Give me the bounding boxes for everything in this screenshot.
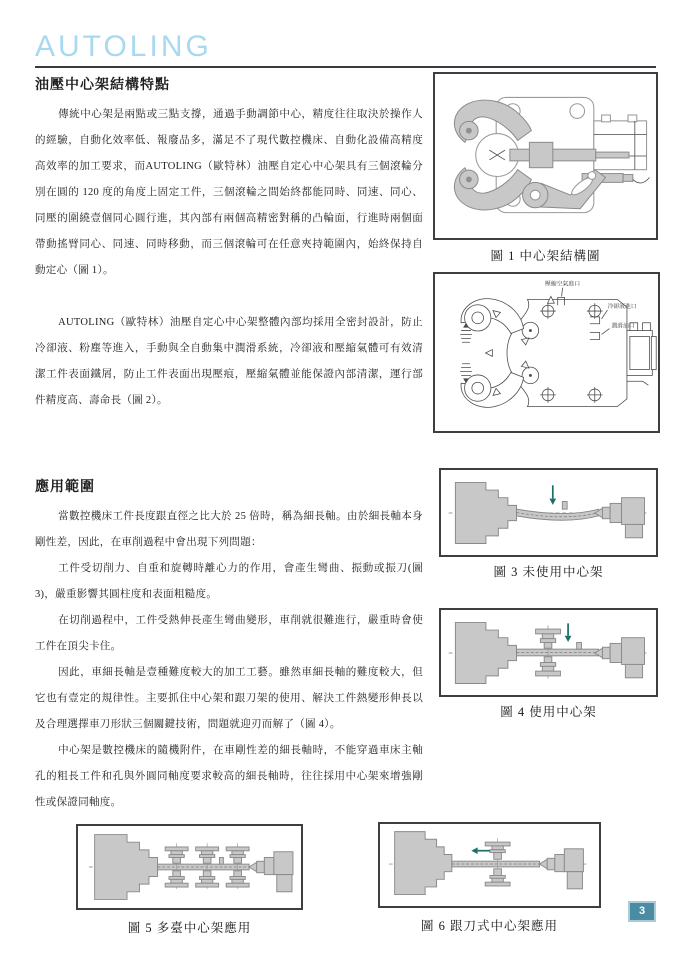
tailstock <box>595 638 645 678</box>
figure-4-caption: 圖 4 使用中心架 <box>500 705 597 719</box>
figure-1-caption: 圖 1 中心架結構圖 <box>490 249 601 263</box>
figure-3-caption: 圖 3 未使用中心架 <box>493 565 604 579</box>
lathe-chuck <box>455 622 516 683</box>
follow-rest-drawing <box>380 824 599 906</box>
body-paragraph: 因此，車細長軸是壹種難度較大的加工工藝。雖然車細長軸的難度較大，但它也有壹定的規律性。主要抓住中心架和跟刀架的使用、解決工件熱變形伸長以及合理選擇車刀形狀三個關鍵技術，問題就迎刃而解了（圖 4）。 <box>35 667 423 730</box>
figure-2-box <box>433 272 660 433</box>
lathe-with-rest-drawing <box>441 610 656 695</box>
lathe-chuck <box>395 832 452 895</box>
cutting-tool <box>577 642 582 649</box>
body-paragraph: 中心架是數控機床的隨機附件，在車剛性差的細長軸時，不能穿過車床主軸孔的粗長工件和孔與外圓同軸度要求較高的細長軸時，往往採用中心架來增強剛性或保證同軸度。 <box>35 745 423 808</box>
tailstock <box>595 498 645 538</box>
left-arrow-icon <box>471 847 490 854</box>
figure-1-box <box>433 72 658 240</box>
down-arrow-icon <box>549 485 556 505</box>
upper-arm-outline <box>461 299 524 334</box>
sealed-body-line-drawing <box>435 274 658 431</box>
figure-3-box <box>439 468 658 557</box>
down-arrow-icon <box>565 623 572 642</box>
figure-5-caption: 圖 5 多臺中心架應用 <box>127 921 252 935</box>
center-rest-structure-drawing <box>435 74 656 238</box>
figure-5-box <box>76 824 303 910</box>
lathe-chuck <box>455 482 516 543</box>
body-outline <box>507 299 627 406</box>
lube-port-label: 潤滑油口 <box>611 323 635 330</box>
figure-6-caption: 圖 6 跟刀式中心架應用 <box>420 919 558 933</box>
body-paragraph: 工件受切削力、自重和旋轉時離心力的作用，會產生彎曲、振動或振刀(圖 3)，嚴重影響其圓柱度和表面粗糙度。 <box>35 563 423 600</box>
lathe-chuck <box>95 835 158 900</box>
body-paragraph: 當數控機床工件長度跟直徑之比大於 25 倍時，稱為細長軸。由於細長軸本身剛性差，因此，在車削過程中會出現下列問題： <box>35 511 423 548</box>
figure-4-box <box>439 608 658 697</box>
multi-rest-drawing <box>78 826 301 908</box>
text-column <box>35 74 423 816</box>
tailstock <box>540 849 584 889</box>
brand-logo: AUTOLING <box>35 30 212 63</box>
cylinder-module-outline <box>627 323 656 385</box>
section-title-application: 應用範圍 <box>35 480 95 495</box>
page-number-badge: 3 <box>628 901 656 922</box>
cutting-tool <box>562 502 567 510</box>
lathe-no-rest-drawing <box>441 470 656 555</box>
bent-shaft <box>517 509 599 520</box>
tailstock <box>249 852 293 892</box>
header-rule <box>35 66 656 68</box>
range-ticks <box>460 323 472 383</box>
body-paragraph: 在切削過程中，工件受熱伸長產生彎曲變形，車削就很難進行，嚴重時會使工件在頂尖卡住。 <box>35 615 423 652</box>
cutting-tool <box>220 857 224 864</box>
section-title-structure: 油壓中心架結構特點 <box>35 78 170 93</box>
compressed-air-inlet-label: 壓縮空氣進口 <box>545 281 581 288</box>
figure-6-box <box>378 822 601 908</box>
body-paragraph: 傳統中心架是兩點或三點支撐，通過手動調節中心，精度往往取決於操作人的經驗，自動化效率低、報廢品多，滿足不了現代數控機床、自動化設備高精度高效率的加工要求，而AUTOLING（歐特林）油壓自定心中心架具有三個滾輪分別在圓的 120 度的角度上固定工件，三個滾輪之間始終都能同時、同速、同心、同壓的圍繞壹個同心圓行進，其內部有兩個高精密對稱的凸輪面，行進時兩個面帶動搖臂同心、同速、同時移動，而三個滾輪可在任意夾持範圍內，始終保持自動定心（圖 1）。 <box>35 109 423 276</box>
body-paragraph: AUTOLING（歐特林）油壓自定心中心架整體內部均採用全密封設計，防止冷卻液、粉塵等進入，手動與全自動集中潤滑系統，冷卻液和壓縮氣體可有效清潔工件表面鐵屑，防止工件表面出現壓痕，壓縮氣體並能保證內部清潔，運行部件精度高、壽命長（圖 2）。 <box>35 317 423 406</box>
coolant-inlet-label: 冷卻液進口 <box>607 304 637 311</box>
lower-arm-outline <box>461 372 524 407</box>
